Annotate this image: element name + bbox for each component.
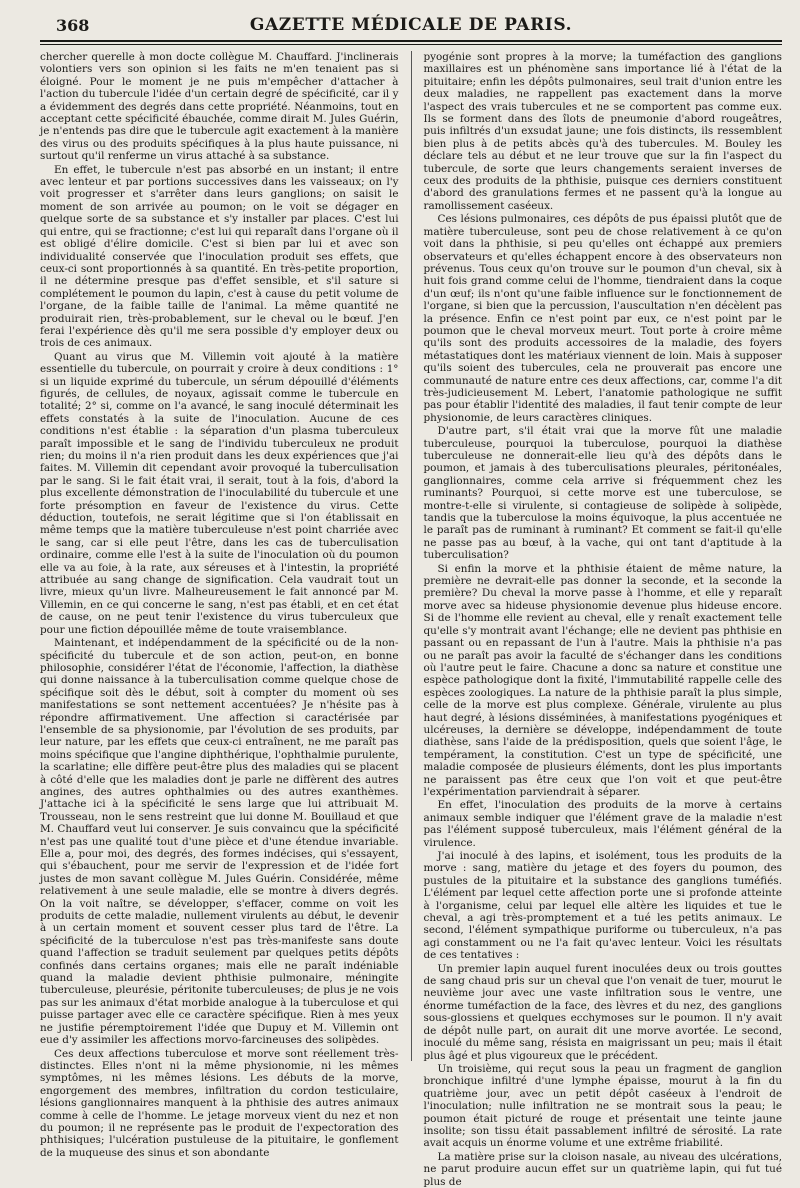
paragraph: Ces deux affections tuberculose et morve sont réellement très-distinctes. Elles n'ont ni la même physionomie, ni les mêmes symptômes, ni les mêmes lésions. Les débuts de la morve, engorgement des membres, infiltration du cordon testiculaire, lésions ganglionnaires manquent à la phthisie des autres animaux comme à celle de l'homme. Le jetage morveux vient du nez et non du poumon; il ne représente pas le produit de l'expectoration des phthisiques; l'ulcération pustuleuse de la pituitaire, le gonflement de la muqueuse des sinus et son abondante — [40, 1047, 399, 1159]
paragraph: D'autre part, s'il était vrai que la morve fût une maladie tuberculeuse, pourquoi la tuberculose, pourquoi la diathèse tuberculeuse ne donnerait-elle lieu qu'à des dépôts dans le poumon, et jamais à des tuberculisations pleurales, péritonéales, ganglionnaires, comme cela arrive si fréquemment chez les ruminants? Pourquoi, si cette morve est une tuberculose, se montre-t-elle si virulente, si contagieuse de solipède à solipède, tandis que la tuberculose la moins équivoque, la plus accentuée ne le paraît pas de ruminant à ruminant? Et comment se fait-il qu'elle ne passe pas au bœuf, à la vache, qui ont tant d'aptitude à la tuberculisation? — [423, 425, 783, 562]
text-columns — [40, 51, 783, 1188]
journal-title: GAZETTE MÉDICALE DE PARIS. — [249, 15, 573, 35]
header-rule — [40, 44, 782, 45]
paragraph: En effet, l'inoculation des produits de la morve à certains animaux semble indiquer que l'élément grave de la maladie n'est pas l'élément supposé tuberculeux, mais l'élément général de la virulence. — [423, 799, 783, 849]
page-header — [40, 14, 782, 42]
paragraph: J'ai inoculé à des lapins, et isolément, tous les produits de la morve : sang, matière du jetage et des foyers du poumon, des pustules de la pituitaire et la substance des ganglions tuméfiés. L'élément par lequel cette affection porte une si profonde atteinte à l'organisme, celui par lequel elle altère les liquides et tue le cheval, a agi très-promptement et a tué les petits animaux. Le second, l'élément sympathique puriforme ou tuberculeux, n'a pas agi constamment ou ne l'a fait qu'avec lenteur. Voici les résultats de ces tentatives : — [423, 850, 783, 962]
paragraph: Un premier lapin auquel furent inoculées deux ou trois gouttes de sang chaud pris sur un cheval que l'on venait de tuer, mourut le neuvième jour avec une vaste infiltration sous le ventre, une énorme tuméfaction de la face, des lèvres et du nez, des ganglions sous-glossiens et quelques ecchymoses sur le poumon. Il n'y avait de dépôt nulle part, on aurait dit une morve avortée. Le second, inoculé du même sang, résista en maigrissant un peu; mais il était plus âgé et plus vigoureux que le précédent. — [423, 962, 783, 1062]
paragraph: En effet, le tubercule n'est pas absorbé en un instant; il entre avec lenteur et par portions successives dans les vaisseaux; on l'y voit progresser et s'arrêter dans leurs ganglions; on saisit le moment de son arrivée au poumon; on le voit se dégager en quelque sorte de sa substance et s'y installer par places. C'est lui qui entre, qui se fractionne; c'est lui qui reparaît dans l'organe où il est obligé d'élire domicile. C'est si bien par lui et avec son individualité conservée que l'inoculation produit ses effets, que ceux-ci sont proportionnés à sa quantité. En très-petite proportion, il ne détermine presque pas d'effet sensible, et s'il sature si complétement le poumon du lapin, c'est à cause du petit volume de l'organe, de la faible taille de l'animal. La même quantité ne produirait rien, très-probablement, sur le cheval ou le bœuf. J'en ferai l'expérience dès qu'il me sera possible d'y employer deux ou trois de ces animaux. — [40, 163, 399, 350]
paragraph: La matière prise sur la cloison nasale, au niveau des ulcérations, ne parut produire aucun effet sur un quatrième lapin, qui fut tué plus de — [423, 1150, 783, 1188]
paragraph: pyogénie sont propres à la morve; la tuméfaction des ganglions maxillaires est un phénomène sans importance lié à l'état de la pituitaire; enfin les dépôts pulmonaires, seul trait d'union entre les deux maladies, ne rappellent pas exactement dans la morve l'aspect des vrais tubercules et ne se comportent pas comme eux. Ils se forment dans des îlots de pneumonie d'abord rougeâtres, puis infiltrés d'un exsudat jaune; une fois distincts, ils ressemblent bien plus à de petits abcès qu'à des tubercules. M. Bouley les déclare tels au début et ne leur trouve que sur la fin l'aspect du tubercule, de sorte que leurs changements seraient inverses de ceux des produits de la phthisie, puisque ces derniers constituent d'abord des granulations fermes et ne passent qu'à la longue au ramollissement caséeux. — [423, 51, 783, 212]
paragraph: Ces lésions pulmonaires, ces dépôts de pus épaissi plutôt que de matière tuberculeuse, sont peu de chose relativement à ce qu'on voit dans la phthisie, si peu qu'elles ont échappé aux premiers observateurs et qu'elles échappent encore à des observateurs non prévenus. Tous ceux qu'on trouve sur le poumon d'un cheval, six à huit fois grand comme celui de l'homme, tiendraient dans la coque d'un œuf; ils n'ont qu'une faible influence sur le fonctionnement de l'organe, si bien que la percussion, l'auscultation n'en décèlent pas la présence. Enfin ce n'est point par eux, ce n'est point par le poumon que le cheval morveux meurt. Tout porte à croire même qu'ils sont des produits accessoires de la maladie, des foyers métastatiques dont les matériaux viennent de loin. Mais à supposer qu'ils soient des tubercules, cela ne prouverait pas encore une communauté de nature entre ces deux affections, car, comme l'a dit très-judicieusement M. Lebert, l'anatomie pathologique ne suffit pas pour établir l'identité des maladies, il faut tenir compte de leur physionomie, de leurs caractères cliniques. — [423, 213, 783, 424]
paragraph: Si enfin la morve et la phthisie étaient de même nature, la première ne devrait-elle pas donner la seconde, et la seconde la première? Du cheval la morve passe à l'homme, et elle y reparaît morve avec sa hideuse physionomie devenue plus hideuse encore. Si de l'homme elle revient au cheval, elle y renaît exactement telle qu'elle s'y montrait avant l'échange; elle ne devient pas phthisie en passant ou en repassant de l'un à l'autre. Mais la phthisie n'a pas ou ne paraît pas avoir la faculté de s'échanger dans les conditions où l'autre peut le faire. Chacune a donc sa nature et constitue une espèce pathologique dont la fixité, l'immutabilité rappelle celle des espèces zoologiques. La nature de la phthisie paraît la plus simple, celle de la morve est plus complexe. Générale, virulente au plus haut degré, à lésions disséminées, à manifestations pyogéniques et ulcéreuses, la dernière se développe, indépendamment de toute diathèse, sans l'aide de la prédisposition, quels que soient l'âge, le tempérament, la constitution. C'est un type de spécificité, une maladie composée de plusieurs éléments, dont les plus importants ne paraissent pas être ceux que l'on voit et que peut-être l'expérimentation parviendrait à séparer. — [423, 562, 783, 798]
paragraph: Quant au virus que M. Villemin voit ajouté à la matière essentielle du tubercule, on pourrait y croire à deux conditions : 1° si un liquide exprimé du tubercule, un sérum dépouillé d'éléments figurés, de cellules, de noyaux, agissait comme le tubercule en totalité; 2° si, comme on l'a avancé, le sang inoculé déterminait les effets constatés à la suite de l'inoculation. Aucune de ces conditions n'est établie : la séparation d'un plasma tuberculeux paraît impossible et le sang de l'individu tuberculeux ne produit rien; du moins il n'a rien produit dans les deux expériences que j'ai faites. M. Villemin dit cependant avoir provoqué la tuberculisation par le sang. Si le fait était vrai, il serait, tout à la fois, d'abord la plus excellente démonstration de l'inoculabilité du tubercule et une forte présomption en faveur de l'existence du virus. Cette déduction, toutefois, ne serait légitime que si l'on établissait en même temps que la matière tuberculeuse n'est point charriée avec le sang, car si elle peut l'être, dans les cas de tuberculisation ordinaire, comme elle l'est à la suite de l'inoculation où du poumon elle va au foie, à la rate, aux séreuses et à l'intestin, la propriété attribuée au sang change de signification. Cela vaudrait tout un livre, mieux qu'un livre. Malheureusement le fait annoncé par M. Villemin, en ce qui concerne le sang, n'est pas établi, et en cet état de cause, on ne peut tenir l'existence du virus tuberculeux que pour une fiction dépouillée même de toute vraisemblance. — [40, 350, 399, 636]
paragraph: chercher querelle à mon docte collègue M. Chauffard. J'inclinerais volontiers vers son opinion si les faits ne m'en tenaient pas si éloigné. Pour le moment je ne puis m'empêcher d'attacher à l'action du tubercule l'idée d'un certain degré de spécificité, car il y a évidemment des degrés dans cette propriété. Néanmoins, tout en acceptant cette spécificité ébauchée, comme dirait M. Jules Guérin, je n'entends pas dire que le tubercule agit exactement à la manière des virus ou des produits spécifiques à la plus haute puissance, ni surtout qu'il renferme un virus attaché à sa substance. — [40, 51, 399, 163]
right-column — [423, 51, 783, 1188]
page-number: 368 — [56, 16, 90, 35]
paragraph: Un troisième, qui reçut sous la peau un fragment de ganglion bronchique infiltré d'une lymphe épaisse, mourut à la fin du quatrième jour, avec un petit dépôt caséeux à l'endroit de l'inoculation; nulle infiltration ne se montrait sous la peau; le poumon était picturé de rouge et présentait une teinte jaune insolite; son tissu était passablement infiltré de sérosité. La rate avait acquis un énorme volume et une extrême friabilité. — [423, 1062, 783, 1150]
column-divider — [411, 51, 412, 1061]
left-column — [40, 51, 399, 1159]
paragraph: Maintenant, et indépendamment de la spécificité ou de la non-spécificité du tubercule et de son action, peut-on, en bonne philosophie, considérer l'état de l'économie, l'affection, la diathèse qui donne naissance à la tuberculisation comme quelque chose de spécifique soit dès le début, soit à compter du moment où ses manifestations se sont nettement accentuées? Je n'hésite pas à répondre affirmativement. Une affection si caractérisée par l'ensemble de sa physionomie, par l'évolution de ses produits, par leur nature, par les effets que ceux-ci entraînent, ne me paraît pas moins spécifique que l'angine diphthérique, l'ophthalmie purulente, la scarlatine; elle diffère peut-être plus des maladies qui se placent à côté d'elle que les maladies dont je parle ne diffèrent des autres angines, des autres ophthalmies ou des autres exanthèmes. J'attache ici à la spécificité le sens large que lui attribuait M. Trousseau, non le sens restreint que lui donne M. Bouillaud et que M. Chauffard veut lui conserver. Je suis convaincu que la spécificité n'est pas une qualité tout d'une pièce et d'une étendue invariable. Elle a, pour moi, des degrés, des formes indécises, qui s'essayent, qui s'ébauchent, pour me servir de l'expression et de l'idée fort justes de mon savant collègue M. Jules Guérin. Considérée, même relativement à une seule maladie, elle se montre à divers degrés. On la voit naître, se développer, s'effacer, comme on voit les produits de cette maladie, nullement virulents au début, le devenir à un certain moment et souvent cesser plus tard de l'être. La spécificité de la tuberculose n'est pas très-manifeste sans doute quand l'affection se traduit seulement par quelques petits dépôts confinés dans certains organes; mais elle ne paraît indéniable quand la maladie devient phthisie pulmonaire, méningite tuberculeuse, pleurésie, péritonite tuberculeuses; de plus je ne vois pas sur les animaux d'état morbide analogue à la tuberculose et qui puisse partager avec elle ce caractère spécifique. Rien à mes yeux ne justifie péremptoirement l'idée que Dupuy et M. Villemin ont eue d'y assimiler les affections morvo-farcineuses des solipèdes. — [40, 637, 399, 1047]
